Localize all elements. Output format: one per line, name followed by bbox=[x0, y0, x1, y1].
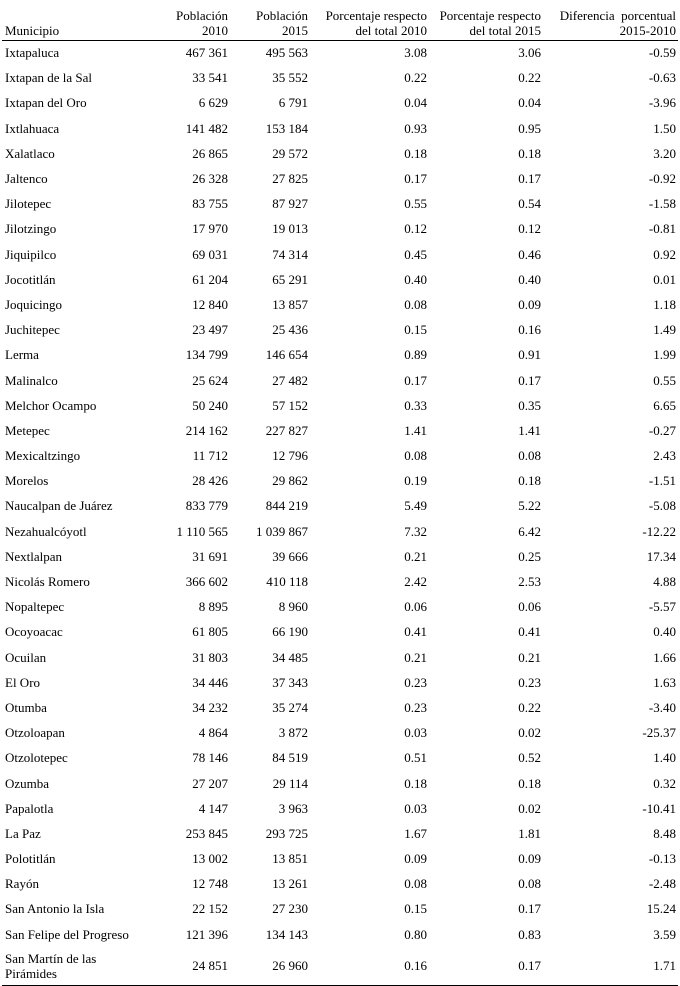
table-row bbox=[2, 267, 678, 292]
cell-porcentaje-2010: 0.18 bbox=[404, 775, 427, 791]
table-row bbox=[2, 670, 678, 695]
cell-diferencia: 1.99 bbox=[653, 347, 676, 363]
table-row bbox=[2, 720, 678, 745]
cell-diferencia: -0.92 bbox=[648, 171, 676, 187]
cell-poblacion-2010: 467 361 bbox=[185, 45, 228, 61]
cell-poblacion-2010: 121 396 bbox=[185, 926, 228, 942]
header-line: Diferencia porcentual bbox=[559, 7, 676, 23]
cell-poblacion-2015: 26 960 bbox=[230, 947, 310, 986]
cell-municipio: Ixtlahuaca bbox=[5, 120, 60, 136]
cell-porcentaje-2010: 7.32 bbox=[404, 523, 427, 539]
cell-poblacion-2015: 57 152 bbox=[272, 397, 308, 413]
cell-poblacion-2010: 134 799 bbox=[185, 347, 228, 363]
cell-poblacion-2010: 26 328 bbox=[192, 171, 228, 187]
header-line: Municipio bbox=[5, 22, 60, 38]
cell-porcentaje-2010: 0.41 bbox=[404, 624, 427, 640]
cell-porcentaje-2010: 0.51 bbox=[404, 750, 427, 766]
cell-poblacion-2010: 833 779 bbox=[185, 498, 228, 514]
cell-poblacion-2015: 227 827 bbox=[265, 422, 308, 438]
cell-diferencia: 2.43 bbox=[653, 448, 676, 464]
cell-poblacion-2010: 61 805 bbox=[192, 624, 228, 640]
cell-poblacion-2015: 134 143 bbox=[265, 926, 308, 942]
cell-poblacion-2010: 214 162 bbox=[185, 422, 228, 438]
header-line: del total 2010 bbox=[355, 22, 427, 38]
header-line: 2015 bbox=[282, 22, 308, 38]
cell-diferencia: -10.41 bbox=[642, 800, 676, 816]
cell-municipio: Ocoyoacac bbox=[5, 624, 63, 640]
cell-poblacion-2015: 1 039 867 bbox=[256, 523, 308, 539]
cell-diferencia: 1.18 bbox=[653, 296, 676, 312]
table-row bbox=[2, 65, 678, 90]
cell-poblacion-2015: 13 857 bbox=[272, 296, 308, 312]
cell-municipio: Nicolás Romero bbox=[5, 574, 90, 590]
cell-diferencia: 15.24 bbox=[646, 901, 676, 917]
cell-diferencia: -12.22 bbox=[642, 523, 676, 539]
table-row bbox=[2, 544, 678, 569]
cell-poblacion-2015: 3 963 bbox=[278, 800, 308, 816]
cell-municipio: Nextlalpan bbox=[5, 548, 63, 564]
cell-poblacion-2010: 17 970 bbox=[192, 221, 228, 237]
cell-porcentaje-2015: 3.06 bbox=[518, 45, 541, 61]
table-row bbox=[2, 896, 678, 921]
table-row bbox=[2, 796, 678, 821]
header-line: 2015-2010 bbox=[619, 22, 676, 38]
cell-poblacion-2015: 293 725 bbox=[265, 825, 308, 841]
cell-poblacion-2015: 39 666 bbox=[272, 548, 308, 564]
table-row bbox=[2, 292, 678, 317]
cell-porcentaje-2015: 0.22 bbox=[518, 699, 541, 715]
cell-porcentaje-2010: 1.67 bbox=[404, 825, 427, 841]
cell-porcentaje-2015: 0.41 bbox=[518, 624, 541, 640]
cell-municipio: Otzolotepec bbox=[5, 750, 68, 766]
cell-porcentaje-2015: 5.22 bbox=[518, 498, 541, 514]
cell-municipio: Malinalco bbox=[5, 372, 58, 388]
cell-poblacion-2015: 27 482 bbox=[272, 372, 308, 388]
cell-poblacion-2010: 23 497 bbox=[192, 322, 228, 338]
cell-poblacion-2015: 13 851 bbox=[272, 851, 308, 867]
cell-porcentaje-2010: 0.17 bbox=[404, 372, 427, 388]
table-row bbox=[2, 166, 678, 191]
cell-poblacion-2010: 12 748 bbox=[192, 876, 228, 892]
cell-porcentaje-2015: 0.18 bbox=[518, 145, 541, 161]
cell-poblacion-2010: 61 204 bbox=[192, 271, 228, 287]
cell-porcentaje-2010: 0.23 bbox=[404, 674, 427, 690]
cell-municipio: Jiquipilco bbox=[5, 246, 57, 262]
cell-porcentaje-2010: 0.40 bbox=[404, 271, 427, 287]
cell-municipio: Lerma bbox=[5, 347, 39, 363]
cell-poblacion-2015: 6 791 bbox=[278, 95, 308, 111]
cell-poblacion-2010: 253 845 bbox=[185, 825, 228, 841]
cell-porcentaje-2010: 0.80 bbox=[404, 926, 427, 942]
table-row bbox=[2, 90, 678, 115]
cell-diferencia: -2.48 bbox=[648, 876, 676, 892]
header-poblacion-2010 bbox=[168, 0, 230, 40]
cell-diferencia: 8.48 bbox=[653, 825, 676, 841]
cell-municipio: Polotitlán bbox=[5, 851, 56, 867]
cell-porcentaje-2015: 0.18 bbox=[518, 473, 541, 489]
table-row bbox=[2, 569, 678, 594]
cell-poblacion-2010: 27 207 bbox=[192, 775, 228, 791]
cell-poblacion-2010: 13 002 bbox=[192, 851, 228, 867]
table-header bbox=[2, 0, 678, 40]
header-line: 2010 bbox=[202, 22, 228, 38]
population-table bbox=[2, 0, 678, 986]
cell-porcentaje-2015: 1.81 bbox=[518, 825, 541, 841]
cell-municipio: Nezahualcóyotl bbox=[5, 523, 87, 539]
cell-diferencia: 1.40 bbox=[653, 750, 676, 766]
header-porcentaje-2010 bbox=[310, 0, 429, 40]
cell-porcentaje-2010: 1.41 bbox=[404, 422, 427, 438]
cell-porcentaje-2010: 0.21 bbox=[404, 649, 427, 665]
cell-porcentaje-2015: 0.02 bbox=[518, 800, 541, 816]
cell-municipio: Jocotitlán bbox=[5, 271, 56, 287]
table-row bbox=[2, 191, 678, 216]
cell-porcentaje-2010: 0.89 bbox=[404, 347, 427, 363]
cell-poblacion-2015: 146 654 bbox=[265, 347, 308, 363]
table-row bbox=[2, 141, 678, 166]
cell-porcentaje-2015: 0.04 bbox=[518, 95, 541, 111]
table-row bbox=[2, 367, 678, 392]
cell-porcentaje-2015: 0.25 bbox=[518, 548, 541, 564]
cell-porcentaje-2010: 0.03 bbox=[404, 725, 427, 741]
cell-porcentaje-2015: 0.09 bbox=[518, 851, 541, 867]
cell-porcentaje-2015: 0.21 bbox=[518, 649, 541, 665]
cell-municipio: Otumba bbox=[5, 699, 47, 715]
cell-poblacion-2015: 27 230 bbox=[272, 901, 308, 917]
table-row bbox=[2, 242, 678, 267]
cell-poblacion-2010: 24 851 bbox=[168, 947, 230, 986]
cell-poblacion-2015: 87 927 bbox=[272, 196, 308, 212]
cell-porcentaje-2010: 0.17 bbox=[404, 171, 427, 187]
header-line: Porcentaje respecto bbox=[439, 7, 541, 23]
cell-porcentaje-2015: 0.16 bbox=[518, 322, 541, 338]
cell-diferencia: -1.58 bbox=[648, 196, 676, 212]
table-row bbox=[2, 871, 678, 896]
cell-municipio: Jaltenco bbox=[5, 171, 48, 187]
cell-diferencia: 1.63 bbox=[653, 674, 676, 690]
cell-porcentaje-2015: 0.17 bbox=[518, 901, 541, 917]
cell-porcentaje-2010: 0.33 bbox=[404, 397, 427, 413]
cell-porcentaje-2010: 5.49 bbox=[404, 498, 427, 514]
cell-porcentaje-2015: 0.40 bbox=[518, 271, 541, 287]
cell-poblacion-2010: 6 629 bbox=[198, 95, 228, 111]
cell-poblacion-2015: 66 190 bbox=[272, 624, 308, 640]
cell-porcentaje-2010: 0.04 bbox=[404, 95, 427, 111]
cell-diferencia: -1.51 bbox=[648, 473, 676, 489]
cell-municipio: San Antonio la Isla bbox=[5, 901, 105, 917]
table-row bbox=[2, 947, 678, 986]
cell-poblacion-2015: 34 485 bbox=[272, 649, 308, 665]
cell-porcentaje-2010: 0.19 bbox=[404, 473, 427, 489]
table-row bbox=[2, 418, 678, 443]
cell-poblacion-2015: 844 219 bbox=[265, 498, 308, 514]
cell-poblacion-2015: 29 114 bbox=[272, 775, 308, 791]
table-row bbox=[2, 770, 678, 795]
cell-poblacion-2010: 33 541 bbox=[192, 70, 228, 86]
cell-diferencia: -0.59 bbox=[648, 45, 676, 61]
cell-municipio: Ixtapan del Oro bbox=[5, 95, 87, 111]
cell-diferencia: 1.71 bbox=[543, 947, 678, 986]
header-line: Porcentaje respecto bbox=[325, 7, 427, 23]
cell-diferencia: 1.50 bbox=[653, 120, 676, 136]
cell-poblacion-2010: 366 602 bbox=[185, 574, 228, 590]
cell-porcentaje-2015: 0.35 bbox=[518, 397, 541, 413]
cell-porcentaje-2010: 0.22 bbox=[404, 70, 427, 86]
cell-municipio: Otzoloapan bbox=[5, 725, 65, 741]
cell-poblacion-2015: 19 013 bbox=[272, 221, 308, 237]
cell-poblacion-2010: 11 712 bbox=[192, 448, 228, 464]
table-row bbox=[2, 645, 678, 670]
table-row bbox=[2, 922, 678, 947]
table-row bbox=[2, 116, 678, 141]
cell-porcentaje-2015: 0.95 bbox=[518, 120, 541, 136]
cell-porcentaje-2015: 0.83 bbox=[518, 926, 541, 942]
cell-porcentaje-2010: 0.45 bbox=[404, 246, 427, 262]
cell-diferencia: -5.08 bbox=[648, 498, 676, 514]
cell-poblacion-2010: 4 864 bbox=[198, 725, 228, 741]
cell-poblacion-2010: 31 803 bbox=[192, 649, 228, 665]
cell-text: San Martín de las Pirámides bbox=[5, 950, 97, 981]
cell-porcentaje-2015: 0.06 bbox=[518, 599, 541, 615]
cell-poblacion-2010: 69 031 bbox=[192, 246, 228, 262]
cell-porcentaje-2010: 0.55 bbox=[404, 196, 427, 212]
cell-diferencia: -0.81 bbox=[648, 221, 676, 237]
table-body bbox=[2, 40, 678, 985]
table-row bbox=[2, 821, 678, 846]
cell-poblacion-2010: 28 426 bbox=[192, 473, 228, 489]
cell-poblacion-2015: 12 796 bbox=[272, 448, 308, 464]
cell-diferencia: 0.40 bbox=[653, 624, 676, 640]
table-row bbox=[2, 216, 678, 241]
cell-poblacion-2010: 78 146 bbox=[192, 750, 228, 766]
cell-poblacion-2010: 50 240 bbox=[192, 397, 228, 413]
cell-diferencia: 0.55 bbox=[653, 372, 676, 388]
cell-municipio: Ixtapan de la Sal bbox=[5, 70, 92, 86]
cell-poblacion-2015: 495 563 bbox=[265, 45, 308, 61]
cell-porcentaje-2010: 0.15 bbox=[404, 901, 427, 917]
cell-poblacion-2015: 25 436 bbox=[272, 322, 308, 338]
cell-diferencia: 3.59 bbox=[653, 926, 676, 942]
cell-poblacion-2010: 141 482 bbox=[185, 120, 228, 136]
cell-porcentaje-2015: 0.22 bbox=[518, 70, 541, 86]
cell-porcentaje-2010: 0.21 bbox=[404, 548, 427, 564]
cell-diferencia: -5.57 bbox=[648, 599, 676, 615]
cell-porcentaje-2010: 0.15 bbox=[404, 322, 427, 338]
cell-poblacion-2010: 34 232 bbox=[192, 699, 228, 715]
cell-porcentaje-2010: 0.16 bbox=[310, 947, 429, 986]
cell-porcentaje-2015: 0.52 bbox=[518, 750, 541, 766]
cell-municipio: Papalotla bbox=[5, 800, 54, 816]
cell-porcentaje-2015: 6.42 bbox=[518, 523, 541, 539]
cell-diferencia: 17.34 bbox=[646, 548, 676, 564]
cell-diferencia: 1.66 bbox=[653, 649, 676, 665]
cell-poblacion-2010: 83 755 bbox=[192, 196, 228, 212]
cell-diferencia: 4.88 bbox=[653, 574, 676, 590]
cell-poblacion-2010: 1 110 565 bbox=[176, 523, 228, 539]
cell-municipio: Nopaltepec bbox=[5, 599, 65, 615]
cell-porcentaje-2015: 0.54 bbox=[518, 196, 541, 212]
cell-porcentaje-2015: 0.08 bbox=[518, 876, 541, 892]
table-row bbox=[2, 468, 678, 493]
cell-poblacion-2015: 153 184 bbox=[265, 120, 308, 136]
table-row bbox=[2, 519, 678, 544]
cell-diferencia: -3.96 bbox=[648, 95, 676, 111]
cell-poblacion-2010: 8 895 bbox=[198, 599, 228, 615]
cell-porcentaje-2015: 0.09 bbox=[518, 296, 541, 312]
cell-municipio: Rayón bbox=[5, 876, 39, 892]
cell-diferencia: -3.40 bbox=[648, 699, 676, 715]
cell-poblacion-2015: 13 261 bbox=[272, 876, 308, 892]
cell-diferencia: 3.20 bbox=[653, 145, 676, 161]
cell-municipio: Metepec bbox=[5, 422, 50, 438]
cell-poblacion-2010: 26 865 bbox=[192, 145, 228, 161]
cell-porcentaje-2010: 0.18 bbox=[404, 145, 427, 161]
table-row bbox=[2, 40, 678, 65]
cell-municipio: El Oro bbox=[5, 674, 41, 690]
header-poblacion-2015 bbox=[230, 0, 310, 40]
cell-municipio: San Felipe del Progreso bbox=[5, 926, 129, 942]
cell-porcentaje-2015: 0.17 bbox=[429, 947, 543, 986]
cell-poblacion-2015: 35 274 bbox=[272, 699, 308, 715]
cell-porcentaje-2015: 0.18 bbox=[518, 775, 541, 791]
cell-municipio: Naucalpan de Juárez bbox=[5, 498, 113, 514]
cell-porcentaje-2010: 0.03 bbox=[404, 800, 427, 816]
cell-porcentaje-2015: 0.91 bbox=[518, 347, 541, 363]
cell-poblacion-2015: 29 862 bbox=[272, 473, 308, 489]
cell-municipio: Joquicingo bbox=[5, 296, 63, 312]
cell-poblacion-2010: 25 624 bbox=[192, 372, 228, 388]
header-porcentaje-2015 bbox=[429, 0, 543, 40]
cell-poblacion-2015: 29 572 bbox=[272, 145, 308, 161]
cell-porcentaje-2015: 0.23 bbox=[518, 674, 541, 690]
cell-municipio: Mexicaltzingo bbox=[5, 448, 81, 464]
table-row bbox=[2, 846, 678, 871]
cell-diferencia: 0.01 bbox=[653, 271, 676, 287]
header-municipio bbox=[2, 0, 168, 40]
header-line: Población bbox=[256, 7, 308, 23]
cell-poblacion-2015: 410 118 bbox=[266, 574, 308, 590]
cell-diferencia: 1.49 bbox=[653, 322, 676, 338]
cell-municipio: Jilotzingo bbox=[5, 221, 57, 237]
cell-diferencia: 0.92 bbox=[653, 246, 676, 262]
cell-municipio: Morelos bbox=[5, 473, 49, 489]
cell-porcentaje-2015: 0.12 bbox=[518, 221, 541, 237]
cell-poblacion-2015: 8 960 bbox=[278, 599, 308, 615]
table-row bbox=[2, 393, 678, 418]
cell-poblacion-2015: 3 872 bbox=[278, 725, 308, 741]
cell-diferencia: -0.27 bbox=[648, 422, 676, 438]
table-row bbox=[2, 745, 678, 770]
cell-porcentaje-2010: 0.93 bbox=[404, 120, 427, 136]
cell-municipio: Melchor Ocampo bbox=[5, 397, 97, 413]
cell-diferencia: -25.37 bbox=[642, 725, 676, 741]
cell-porcentaje-2010: 0.08 bbox=[404, 876, 427, 892]
cell-poblacion-2015: 74 314 bbox=[272, 246, 308, 262]
cell-poblacion-2010: 12 840 bbox=[192, 296, 228, 312]
table-row bbox=[2, 619, 678, 644]
cell-porcentaje-2010: 0.09 bbox=[404, 851, 427, 867]
cell-municipio: Ozumba bbox=[5, 775, 50, 791]
table-row bbox=[2, 342, 678, 367]
header-line: Población bbox=[176, 7, 228, 23]
table-row bbox=[2, 317, 678, 342]
header-line: del total 2015 bbox=[469, 22, 541, 38]
cell-municipio: Jilotepec bbox=[5, 196, 52, 212]
cell-poblacion-2010: 22 152 bbox=[192, 901, 228, 917]
cell-porcentaje-2010: 0.06 bbox=[404, 599, 427, 615]
cell-porcentaje-2010: 2.42 bbox=[404, 574, 427, 590]
cell-diferencia: 6.65 bbox=[653, 397, 676, 413]
cell-porcentaje-2015: 0.17 bbox=[518, 171, 541, 187]
cell-porcentaje-2015: 0.08 bbox=[518, 448, 541, 464]
cell-poblacion-2010: 31 691 bbox=[192, 548, 228, 564]
header-diferencia-porcentual bbox=[543, 0, 678, 40]
table-row bbox=[2, 443, 678, 468]
cell-municipio bbox=[2, 947, 168, 986]
cell-porcentaje-2015: 2.53 bbox=[518, 574, 541, 590]
table-row bbox=[2, 594, 678, 619]
cell-porcentaje-2015: 0.46 bbox=[518, 246, 541, 262]
cell-porcentaje-2010: 0.23 bbox=[404, 699, 427, 715]
cell-poblacion-2015: 27 825 bbox=[272, 171, 308, 187]
table-row bbox=[2, 493, 678, 518]
cell-poblacion-2010: 34 446 bbox=[192, 674, 228, 690]
cell-municipio: Ocuilan bbox=[5, 649, 47, 665]
cell-porcentaje-2010: 3.08 bbox=[404, 45, 427, 61]
cell-porcentaje-2015: 1.41 bbox=[518, 422, 541, 438]
cell-porcentaje-2010: 0.08 bbox=[404, 448, 427, 464]
cell-poblacion-2015: 65 291 bbox=[272, 271, 308, 287]
cell-diferencia: 0.32 bbox=[653, 775, 676, 791]
cell-porcentaje-2015: 0.17 bbox=[518, 372, 541, 388]
cell-poblacion-2015: 84 519 bbox=[272, 750, 308, 766]
cell-poblacion-2010: 4 147 bbox=[198, 800, 228, 816]
cell-municipio: Juchitepec bbox=[5, 322, 60, 338]
cell-poblacion-2015: 35 552 bbox=[272, 70, 308, 86]
cell-porcentaje-2015: 0.02 bbox=[518, 725, 541, 741]
cell-municipio: La Paz bbox=[5, 825, 41, 841]
cell-poblacion-2015: 37 343 bbox=[272, 674, 308, 690]
cell-porcentaje-2010: 0.08 bbox=[404, 296, 427, 312]
cell-porcentaje-2010: 0.12 bbox=[404, 221, 427, 237]
cell-diferencia: -0.13 bbox=[648, 851, 676, 867]
cell-municipio: Xalatlaco bbox=[5, 145, 55, 161]
cell-municipio: Ixtapaluca bbox=[5, 45, 60, 61]
table-row bbox=[2, 695, 678, 720]
cell-diferencia: -0.63 bbox=[648, 70, 676, 86]
